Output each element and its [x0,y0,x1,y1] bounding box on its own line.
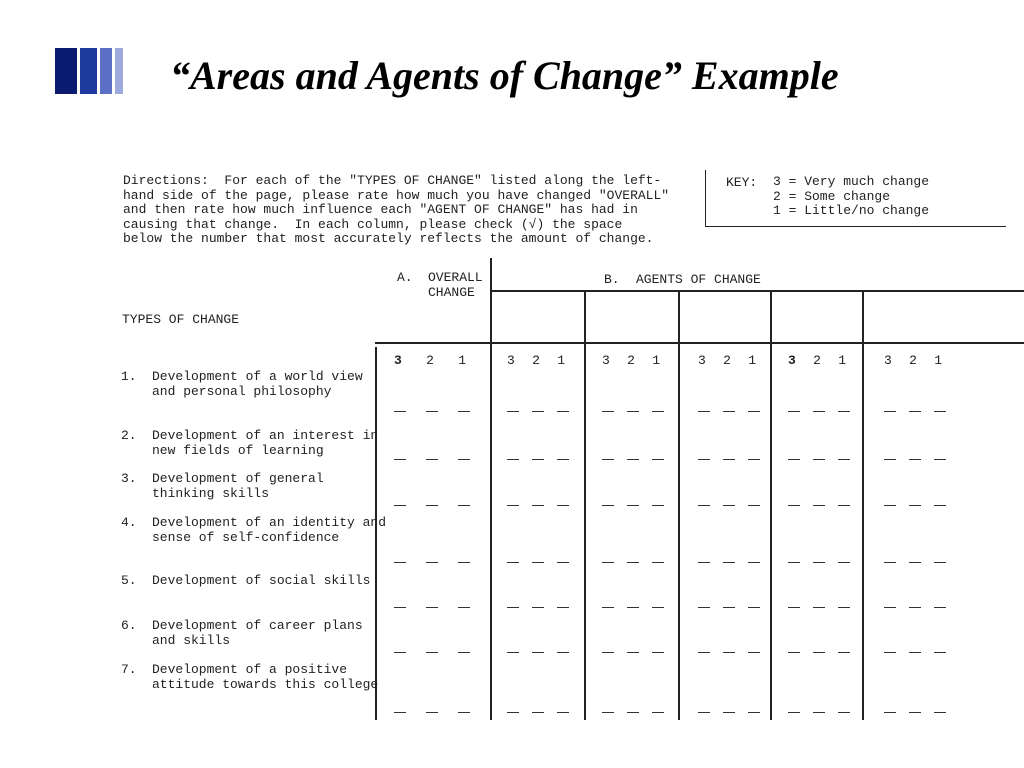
item-text: Development of social skills [152,573,371,588]
answer-blank[interactable] [813,652,825,653]
answer-blank[interactable] [507,712,519,713]
scale-label: 2 [627,353,635,368]
grid-line [678,290,680,720]
answer-blank[interactable] [507,652,519,653]
answer-blank[interactable] [934,411,946,412]
answer-blank[interactable] [788,505,800,506]
answer-blank[interactable] [813,411,825,412]
column-a-title: OVERALL CHANGE [428,270,483,300]
answer-blank[interactable] [394,652,406,653]
answer-blank[interactable] [748,505,760,506]
answer-blank[interactable] [627,652,639,653]
answer-blank[interactable] [532,712,544,713]
answer-blank[interactable] [838,712,850,713]
scale-label: 1 [458,353,466,368]
key-label: KEY: [726,175,758,190]
answer-blank[interactable] [507,607,519,608]
answer-blank[interactable] [602,652,614,653]
answer-blank[interactable] [934,562,946,563]
scale-labels-agent [884,353,942,368]
answer-blank[interactable] [838,562,850,563]
column-b-title: AGENTS OF CHANGE [636,272,761,287]
answer-blank[interactable] [723,712,735,713]
answer-blank[interactable] [426,712,438,713]
answer-blank[interactable] [884,505,896,506]
answer-blank[interactable] [627,712,639,713]
item-text: Development of a positive attitude towards this college [152,662,379,692]
answer-blank[interactable] [652,652,664,653]
answer-blank[interactable] [557,712,569,713]
answer-blank[interactable] [627,562,639,563]
answer-blank[interactable] [426,652,438,653]
answer-blank[interactable] [458,712,470,713]
directions-text: Directions: For each of the "TYPES OF CHANGE" listed along the left- hand side of the page, please rate how much you have changed "OVERALL" and then rate how much influence each "AGENT OF CHANGE" has had in causing that change. In each column, please check (√) the space below the number that most accurately reflects the amount of change. [123,173,670,247]
scale-label: 2 [426,353,434,368]
answer-blank[interactable] [748,607,760,608]
answer-blank[interactable] [394,411,406,412]
answer-blank[interactable] [698,562,710,563]
answer-blank[interactable] [557,505,569,506]
answer-blank[interactable] [788,652,800,653]
key-item: 2 = Some change [773,188,891,204]
answer-blank[interactable] [507,562,519,563]
answer-blank[interactable] [652,712,664,713]
answer-blank[interactable] [723,459,735,460]
scale-label: 3 [698,353,706,368]
answer-blank[interactable] [723,607,735,608]
answer-blank[interactable] [909,712,921,713]
scale-label: 3 [884,353,892,368]
answer-blank[interactable] [838,652,850,653]
answer-blank[interactable] [934,652,946,653]
answer-blank[interactable] [723,411,735,412]
answer-blank[interactable] [557,562,569,563]
answer-blank[interactable] [788,411,800,412]
answer-blank[interactable] [426,562,438,563]
answer-blank[interactable] [748,562,760,563]
answer-blank[interactable] [788,712,800,713]
item-text: Development of a world view and personal philosophy [152,369,363,399]
answer-blank[interactable] [698,411,710,412]
column-b-letter: B. [604,272,620,287]
answer-blank[interactable] [652,411,664,412]
answer-blank[interactable] [458,505,470,506]
item-number: 7. [121,662,137,677]
answer-blank[interactable] [532,607,544,608]
answer-blank[interactable] [394,562,406,563]
answer-blank[interactable] [458,411,470,412]
answer-blank[interactable] [627,607,639,608]
answer-blank[interactable] [652,505,664,506]
scale-label: 1 [557,353,565,368]
answer-blank[interactable] [458,607,470,608]
answer-blank[interactable] [532,652,544,653]
grid-line [490,290,1024,292]
types-of-change-heading: TYPES OF CHANGE [122,312,240,327]
answer-blank[interactable] [532,562,544,563]
slide-title: “Areas and Agents of Change” Example [170,53,839,98]
answer-blank[interactable] [426,505,438,506]
answer-blank[interactable] [458,459,470,460]
answer-blank[interactable] [507,505,519,506]
answer-blank[interactable] [934,607,946,608]
answer-blank[interactable] [557,459,569,460]
answer-blank[interactable] [813,712,825,713]
answer-blank[interactable] [934,459,946,460]
scale-label: 1 [748,353,756,368]
answer-blank[interactable] [698,459,710,460]
answer-blank[interactable] [458,562,470,563]
answer-blank[interactable] [748,652,760,653]
item-number: 5. [121,573,137,588]
answer-blank[interactable] [698,652,710,653]
answer-blank[interactable] [813,607,825,608]
answer-blank[interactable] [884,562,896,563]
answer-blank[interactable] [909,562,921,563]
grid-line [375,342,1024,344]
scale-label: 3 [394,353,402,368]
answer-blank[interactable] [426,607,438,608]
answer-blank[interactable] [627,505,639,506]
answer-blank[interactable] [507,411,519,412]
answer-blank[interactable] [748,459,760,460]
answer-blank[interactable] [723,652,735,653]
scale-labels-agent [698,353,756,368]
scale-labels-agent [788,353,846,368]
answer-blank[interactable] [557,607,569,608]
answer-blank[interactable] [838,411,850,412]
answer-blank[interactable] [507,459,519,460]
key-list [773,175,929,219]
answer-blank[interactable] [602,562,614,563]
scale-labels-agent [507,353,565,368]
grid-line [862,290,864,720]
answer-blank[interactable] [458,652,470,653]
answer-blank[interactable] [652,459,664,460]
answer-blank[interactable] [394,607,406,608]
answer-blank[interactable] [426,411,438,412]
answer-blank[interactable] [813,562,825,563]
item-number: 6. [121,618,137,633]
answer-blank[interactable] [909,459,921,460]
answer-blank[interactable] [602,505,614,506]
answer-blank[interactable] [838,607,850,608]
grid-line [584,290,586,720]
item-text: Development of career plans and skills [152,618,363,648]
grid-line [770,290,772,720]
answer-blank[interactable] [884,652,896,653]
item-text: Development of an identity and sense of self-confidence [152,515,387,545]
scale-labels-overall [394,353,466,368]
answer-blank[interactable] [884,712,896,713]
answer-blank[interactable] [934,712,946,713]
answer-blank[interactable] [532,505,544,506]
answer-blank[interactable] [532,459,544,460]
answer-blank[interactable] [698,712,710,713]
answer-blank[interactable] [627,459,639,460]
answer-blank[interactable] [627,411,639,412]
answer-blank[interactable] [884,411,896,412]
answer-blank[interactable] [602,459,614,460]
answer-blank[interactable] [884,459,896,460]
scale-label: 2 [909,353,917,368]
scale-label: 2 [723,353,731,368]
answer-blank[interactable] [884,607,896,608]
scale-labels-agent [602,353,660,368]
answer-blank[interactable] [602,411,614,412]
answer-blank[interactable] [723,505,735,506]
answer-blank[interactable] [788,607,800,608]
answer-blank[interactable] [652,607,664,608]
answer-blank[interactable] [909,652,921,653]
item-text: Development of general thinking skills [152,471,324,501]
answer-blank[interactable] [838,459,850,460]
answer-blank[interactable] [602,712,614,713]
answer-blank[interactable] [426,459,438,460]
answer-blank[interactable] [698,607,710,608]
answer-blank[interactable] [934,505,946,506]
scale-label: 1 [934,353,942,368]
scale-label: 1 [652,353,660,368]
item-text: Development of an interest in new fields of learning [152,428,379,458]
scale-label: 2 [813,353,821,368]
scale-label: 3 [788,353,796,368]
answer-blank[interactable] [532,411,544,412]
answer-blank[interactable] [748,411,760,412]
answer-blank[interactable] [788,459,800,460]
item-number: 4. [121,515,137,530]
key-item: 1 = Little/no change [773,203,930,219]
answer-blank[interactable] [909,505,921,506]
answer-blank[interactable] [652,562,664,563]
scale-label: 3 [507,353,515,368]
answer-blank[interactable] [394,712,406,713]
item-number: 3. [121,471,137,486]
answer-blank[interactable] [748,712,760,713]
answer-blank[interactable] [838,505,850,506]
answer-blank[interactable] [557,411,569,412]
answer-blank[interactable] [557,652,569,653]
answer-blank[interactable] [788,562,800,563]
scale-label: 2 [532,353,540,368]
item-number: 1. [121,369,137,384]
item-number: 2. [121,428,137,443]
column-a-letter: A. [397,270,413,285]
answer-blank[interactable] [698,505,710,506]
answer-blank[interactable] [602,607,614,608]
answer-blank[interactable] [394,459,406,460]
answer-blank[interactable] [813,459,825,460]
key-item: 3 = Very much change [773,174,930,189]
scale-label: 3 [602,353,610,368]
scale-label: 1 [838,353,846,368]
answer-blank[interactable] [813,505,825,506]
answer-blank[interactable] [909,607,921,608]
answer-blank[interactable] [909,411,921,412]
answer-blank[interactable] [723,562,735,563]
answer-blank[interactable] [394,505,406,506]
grid-line [490,258,492,720]
